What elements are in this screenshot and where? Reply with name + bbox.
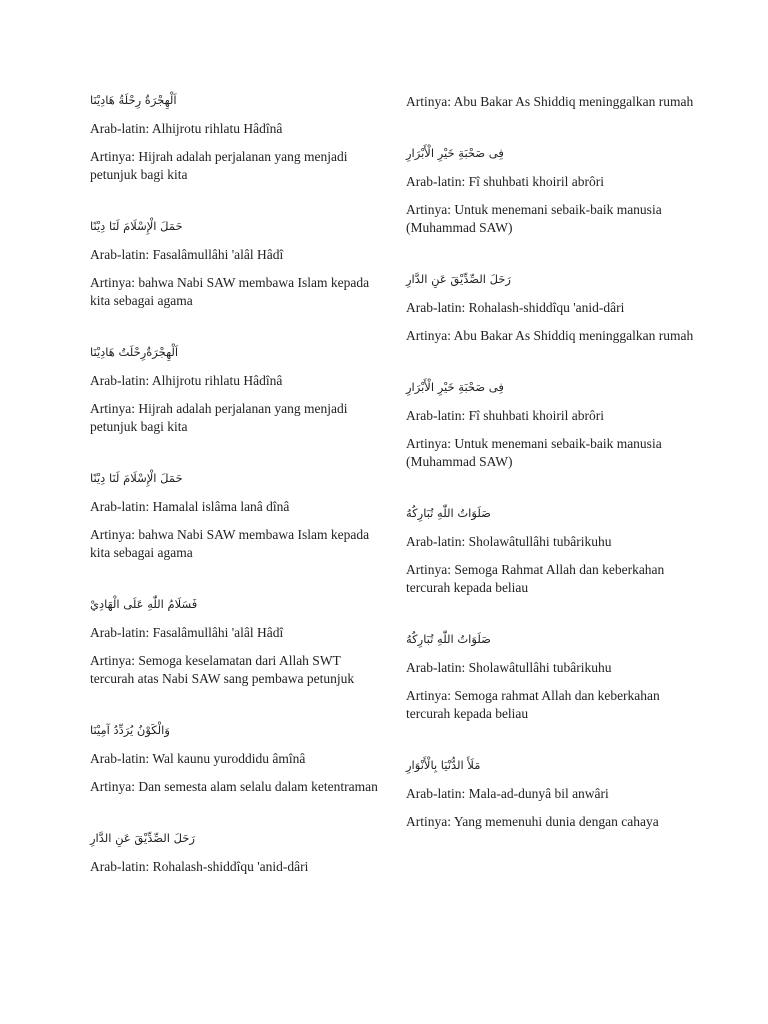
translation-line: Artinya: Untuk menemani sebaik-baik manusia (Muhammad SAW) — [406, 202, 662, 235]
right-column — [406, 0, 696, 865]
arabic-verse: اَلْهِجْرَةُ رِحْلَةُ هَادِيْنَا — [90, 93, 177, 107]
translation-line: Artinya: Semoga rahmat Allah dan keberkahan tercurah kepada beliau — [406, 688, 660, 721]
translation-line: Artinya: Semoga Rahmat Allah dan keberkahan tercurah kepada beliau — [406, 562, 665, 595]
verse-entry — [90, 470, 380, 562]
verse-entry — [90, 344, 380, 436]
verse-entry — [406, 93, 696, 111]
arab-latin-line: Arab-latin: Sholawâtullâhi tubârikuhu — [406, 534, 612, 549]
translation-line: Artinya: Semoga keselamatan dari Allah SWT tercurah atas Nabi SAW sang pembawa petunjuk — [90, 653, 355, 686]
translation-line: Artinya: Abu Bakar As Shiddiq meninggalkan rumah — [406, 94, 694, 109]
verse-entry — [406, 757, 696, 831]
verse-entry — [90, 596, 380, 688]
arab-latin-line: Arab-latin: Fasalâmullâhi 'alâl Hâdî — [90, 247, 284, 262]
arabic-verse: فِى صَحْبَةِ خَيْرِ الْأَبْرَارِ — [406, 380, 504, 394]
verse-entry — [90, 92, 380, 184]
arabic-verse: مَلَأَ الدُّنْيَا بِالْأَنْوَارِ — [406, 758, 481, 772]
verse-entry — [90, 218, 380, 310]
arab-latin-line: Arab-latin: Alhijrotu rihlatu Hâdînâ — [90, 373, 283, 388]
arabic-verse: رَحَلَ الصِّدِّيْقَ عَنِ الدَّارِ — [90, 831, 195, 845]
translation-line: Artinya: Abu Bakar As Shiddiq meninggalkan rumah — [406, 328, 694, 343]
arabic-verse: فِى صَحْبَةِ خَيْرِ الْأَبْرَارِ — [406, 146, 504, 160]
translation-line: Artinya: Yang memenuhi dunia dengan cahaya — [406, 814, 659, 829]
arabic-verse: صَلَوَاتُ اللّٰهِ تُبَارِكُهُ — [406, 506, 491, 520]
verse-entry — [406, 631, 696, 723]
arab-latin-line: Arab-latin: Fî shuhbati khoiril abrôri — [406, 408, 604, 423]
translation-line: Artinya: Dan semesta alam selalu dalam ketentraman — [90, 779, 378, 794]
arab-latin-line: Arab-latin: Rohalash-shiddîqu 'anid-dâri — [90, 859, 309, 874]
arabic-verse: صَلَوَاتُ اللّٰهِ تُبَارِكُهُ — [406, 632, 491, 646]
translation-line: Artinya: Hijrah adalah perjalanan yang menjadi petunjuk bagi kita — [90, 149, 348, 182]
arab-latin-line: Arab-latin: Fî shuhbati khoiril abrôri — [406, 174, 604, 189]
verse-entry — [90, 722, 380, 796]
arab-latin-line: Arab-latin: Mala-ad-dunyâ bil anwâri — [406, 786, 609, 801]
arabic-verse: فَسَلَامُ اللّٰهِ عَلَى الْهَادِيْ — [90, 597, 198, 611]
arabic-verse: وَالْكَوْنُ يُرَدِّدُ آمِيْنَا — [90, 723, 170, 737]
translation-line: Artinya: Hijrah adalah perjalanan yang menjadi petunjuk bagi kita — [90, 401, 348, 434]
arab-latin-line: Arab-latin: Wal kaunu yuroddidu âmînâ — [90, 751, 306, 766]
translation-line: Artinya: bahwa Nabi SAW membawa Islam kepada kita sebagai agama — [90, 527, 370, 560]
arab-latin-line: Arab-latin: Fasalâmullâhi 'alâl Hâdî — [90, 625, 284, 640]
arabic-verse: حَمَلَ الْإِسْلَامَ لَنَا دِيْنًا — [90, 471, 183, 485]
arab-latin-line: Arab-latin: Rohalash-shiddîqu 'anid-dâri — [406, 300, 625, 315]
arabic-verse: حَمَلَ الْإِسْلَامَ لَنَا دِيْنًا — [90, 219, 183, 233]
verse-entry — [90, 830, 380, 876]
verse-entry — [406, 271, 696, 345]
translation-line: Artinya: Untuk menemani sebaik-baik manusia (Muhammad SAW) — [406, 436, 662, 469]
arab-latin-line: Arab-latin: Sholawâtullâhi tubârikuhu — [406, 660, 612, 675]
verse-entry — [406, 379, 696, 471]
arabic-verse: رَحَلَ الصِّدِّيْقَ عَنِ الدَّارِ — [406, 272, 511, 286]
arab-latin-line: Arab-latin: Alhijrotu rihlatu Hâdînâ — [90, 121, 283, 136]
left-column — [90, 0, 380, 910]
arab-latin-line: Arab-latin: Hamalal islâma lanâ dînâ — [90, 499, 290, 514]
arabic-verse: اَلْهِجْرَةُرِحْلَتُ هَادِيْنَا — [90, 345, 179, 359]
verse-entry — [406, 505, 696, 597]
verse-entry — [406, 145, 696, 237]
translation-line: Artinya: bahwa Nabi SAW membawa Islam kepada kita sebagai agama — [90, 275, 370, 308]
